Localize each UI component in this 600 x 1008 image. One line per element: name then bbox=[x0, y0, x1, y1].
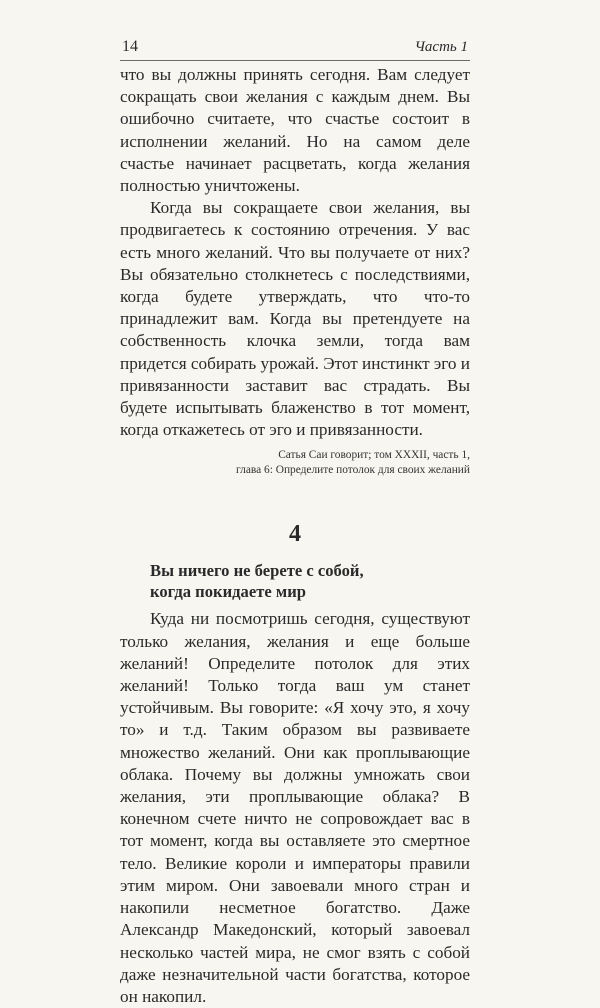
page-header bbox=[120, 38, 470, 61]
source-line-2: глава 6: Определите потолок для своих желаний bbox=[236, 464, 470, 477]
section-number: 4 bbox=[289, 521, 301, 548]
paragraph-renunciation: Когда вы сокращаете свои желания, вы продвигаетесь к состоянию отречения. У вас есть много желаний. Что вы получаете от них? Вы обязательно столкнетесь с последствиями, когда будете утверждать, что что-то принадлежит вам. Когда вы претендуете на собственность клочка земли, тогда вам придется собирать урожай. Этот инстинкт эго и привязанности заставит вас страдать. Вы будете испытывать блаженство в тот момент, когда откажетесь от эго и привязанности. bbox=[120, 198, 470, 440]
page-body bbox=[120, 64, 470, 1008]
running-head: Часть 1 bbox=[414, 39, 468, 55]
section-title-line-2: когда покидаете мир bbox=[150, 582, 306, 602]
section-title bbox=[150, 560, 470, 602]
section-title-line-1: Вы ничего не берете с собой, bbox=[150, 561, 364, 581]
paragraph-desires: Куда ни посмотришь сегодня, существуют только желания, желания и еще больше желаний! Определите потолок для этих желаний! Только тогда ваш ум станет устойчивым. Вы говорите: «Я хочу это, я хочу то» и т.д. Таким образом вы развиваете множество желаний. Они как проплывающие облака. Почему вы должны умножать свои желания, эти проплывающие облака? В конечном счете ничто не сопровождает вас в тот момент, когда вы оставляете это смертное тело. Великие короли и императоры правили этим миром. Они завоевали много стран и накопили несметное богатство. Даже Александр Македонский, который завоевал несколько частей мира, не смог взять с собой даже незначительной части богатства, которое он накопил. bbox=[120, 609, 470, 1006]
source-line-1: Сатья Саи говорит; том XXXII, часть 1, bbox=[278, 449, 470, 462]
page-number: 14 bbox=[122, 38, 138, 55]
paragraph-continuation: что вы должны принять сегодня. Вам следует сокращать свои желания с каждым днем. Вы ошибочно считаете, что счастье состоит в исполнении желаний. Но на самом деле счастье начинает расцветать, когда желания полностью уничтожены. bbox=[120, 65, 470, 196]
source-citation bbox=[120, 448, 470, 478]
